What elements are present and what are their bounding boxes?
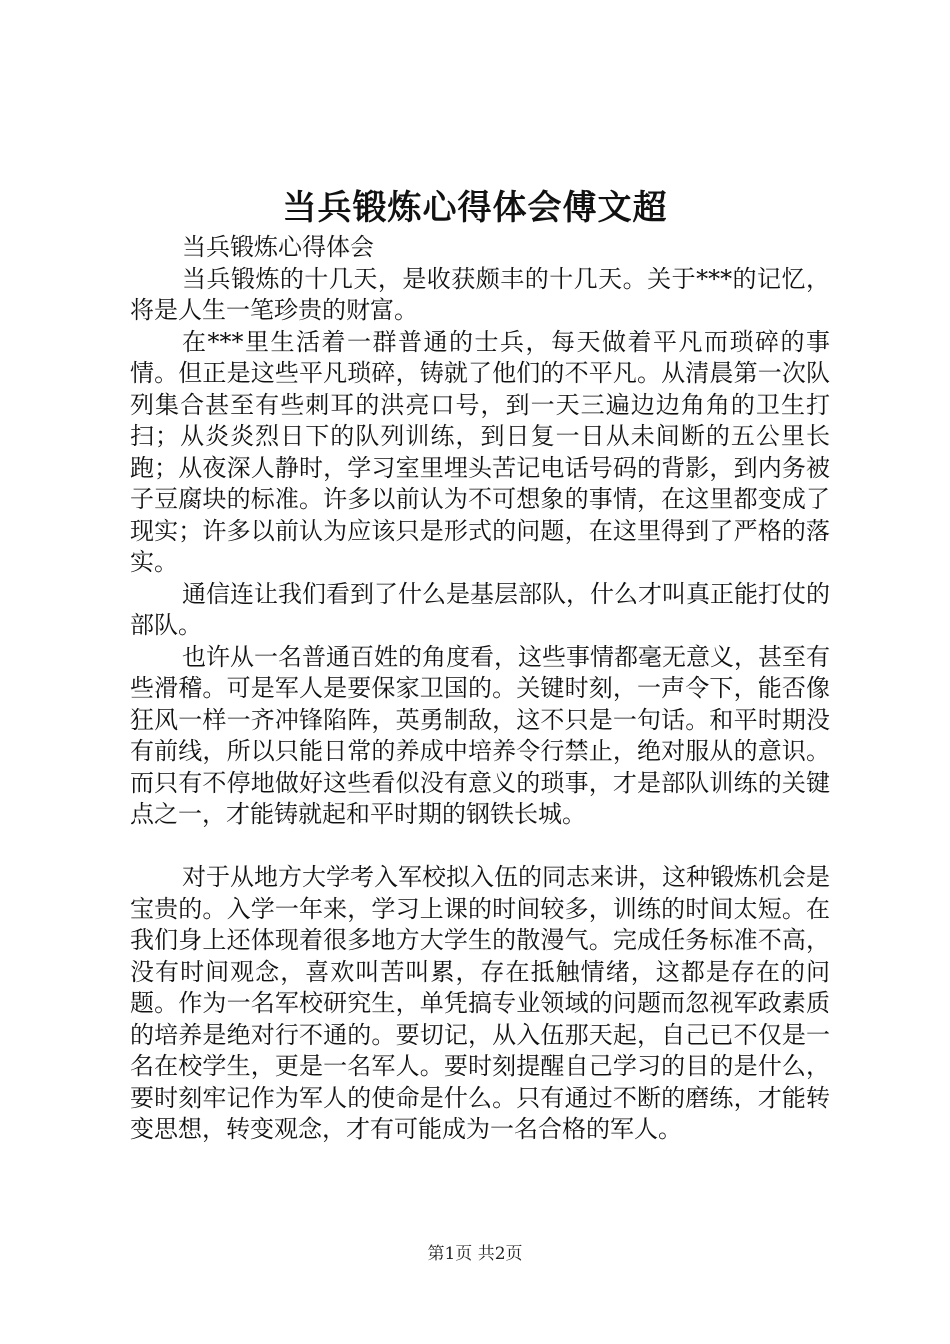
paragraph-5: 对于从地方大学考入军校拟入伍的同志来讲，这种锻炼机会是宝贵的。入学一年来，学习上课的时间较多，训练的时间太短。在我们身上还体现着很多地方大学生的散漫气。完成任务标准不高，没有时间观念，喜欢叫苦叫累，存在抵触情绪，这都是存在的问题。作为一名军校研究生，单凭搞专业领域的问题而忽视军政素质的培养是绝对行不通的。要切记，从入伍那天起，自己已不仅是一名在校学生，更是一名军人。要时刻提醒自己学习的目的是什么，要时刻牢记作为军人的使命是什么。只有通过不断的磨练，才能转变思想，转变观念，才有可能成为一名合格的军人。 bbox=[130, 863, 830, 1143]
page-footer: 第1页 共2页 bbox=[427, 1244, 523, 1264]
paragraph-1: 当兵锻炼的十几天，是收获颇丰的十几天。关于***的记忆，将是人生一笔珍贵的财富。 bbox=[130, 264, 830, 324]
paragraph-gap bbox=[130, 831, 830, 863]
paragraph-3: 通信连让我们看到了什么是基层部队，什么才叫真正能打仗的部队。 bbox=[130, 579, 830, 639]
document-body bbox=[130, 232, 830, 1146]
paragraph-subtitle: 当兵锻炼心得体会 bbox=[182, 233, 374, 261]
paragraph-4: 也许从一名普通百姓的角度看，这些事情都毫无意义，甚至有些滑稽。可是军人是要保家卫国的。关键时刻，一声令下，能否像狂风一样一齐冲锋陷阵，英勇制敌，这不只是一句话。和平时期没有前线，所以只能日常的养成中培养令行禁止，绝对服从的意识。而只有不停地做好这些看似没有意义的琐事，才是部队训练的关键点之一，才能铸就起和平时期的钢铁长城。 bbox=[130, 642, 830, 828]
paragraph-2: 在***里生活着一群普通的士兵，每天做着平凡而琐碎的事情。但正是这些平凡琐碎，铸就了他们的不平凡。从清晨第一次队列集合甚至有些刺耳的洪亮口号，到一天三遍边边角角的卫生打扫；从炎炎烈日下的队列训练，到日复一日从未间断的五公里长跑；从夜深人静时，学习室里埋头苦记电话号码的背影，到内务被子豆腐块的标准。许多以前认为不可想象的事情，在这里都变成了现实；许多以前认为应该只是形式的问题，在这里得到了严格的落实。 bbox=[130, 327, 830, 576]
document-title: 当兵锻炼心得体会傅文超 bbox=[282, 188, 668, 228]
